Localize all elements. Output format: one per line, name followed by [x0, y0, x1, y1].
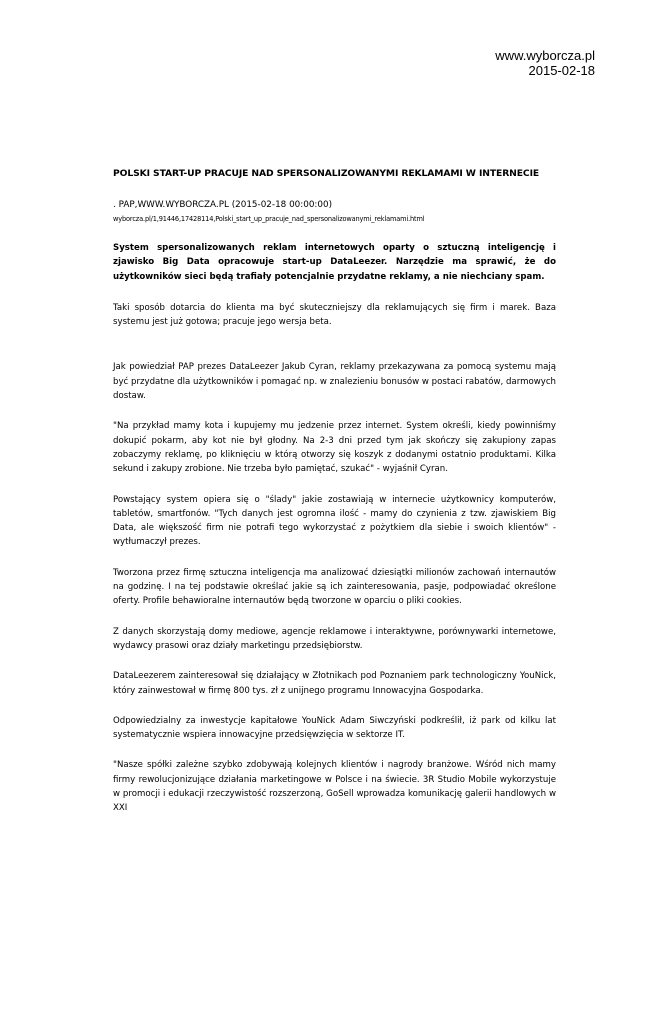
paragraph: Z danych skorzystają domy mediowe, agencje reklamowe i interaktywne, porównywarki internetowe, wydawcy prasowi oraz działy marketingu przedsiębiorstw.: [113, 626, 556, 651]
paragraph: Tworzona przez firmę sztuczna inteligencja ma analizować dziesiątki milionów zachowań internautów na godzinę. I na tej podstawie określać jakie są ich zainteresowania, pasje, podpowiadać określone oferty. Profile behawioralne internautów będą tworzone w oparciu o pliki cookies.: [113, 567, 556, 607]
source-date: 2015-02-18: [528, 63, 595, 78]
paragraph: "Na przykład mamy kota i kupujemy mu jedzenie przez internet. System określi, kiedy powinniśmy dokupić pokarm, aby kot nie był głodny. Na 2-3 dni przed tym jak skończy się zakupiony zapas zobaczymy reklamę, po kliknięciu w którą otworzy się koszyk z dodanymi ostatnio produktami. Kilka sekund i zakupy zrobione. Nie trzeba było pamiętać, szukać" - wyjaśnił Cyran.: [113, 421, 556, 475]
paragraph: Jak powiedział PAP prezes DataLeezer Jakub Cyran, reklamy przekazywana za pomocą systemu mają być przydatne dla użytkowników i pomagać np. w znalezieniu bonusów w postaci rabatów, darmowych dostaw.: [113, 362, 556, 402]
article-meta: . PAP,WWW.WYBORCZA.PL (2015-02-18 00:00:00): [113, 200, 333, 210]
paragraph: DataLeezerem zainteresował się działający w Złotnikach pod Poznaniem park technologiczny YouNick, który zainwestował w firmę 800 tys. zł z unijnego programu Innowacyjna Gospodarka.: [113, 671, 556, 696]
paragraph: "Nasze spółki zależne szybko zdobywają kolejnych klientów i nagrody branżowe. Wśród nich mamy firmy rewolucjonizujące działania marketingowe w Polsce i na świecie. 3R Studio Mobile wykorzystuje w promocji i edukacji rzeczywistość rozszerzoną, GoSell wprowadza komunikację galerii handlowych w XXI: [113, 760, 556, 814]
paragraph: Odpowiedzialny za inwestycje kapitałowe YouNick Adam Siwczyński podkreślił, iż park od kilku lat systematycznie wspiera innowacyjne przedsięwzięcia w sektorze IT.: [113, 715, 556, 741]
paragraph: Taki sposób dotarcia do klienta ma być skuteczniejszy dla reklamujących się firm i marek. Baza systemu jest już gotowa; pracuje jego wersja beta.: [113, 302, 556, 328]
article-title: POLSKI START-UP PRACUJE NAD SPERSONALIZOWANYMI REKLAMAMI W INTERNECIE: [113, 168, 540, 179]
paragraph: Powstający system opiera się o "ślady" jakie zostawiają w internecie użytkownicy komputerów, tabletów, smartfonów. "Tych danych jest ogromna ilość - mamy do czynienia z tzw. zjawiskiem Big Data, ale większość firm nie potrafi tego wykorzystać z pożytkiem dla siebie i swoich klientów" - wytłumaczył prezes.: [113, 494, 556, 548]
source-site: www.wyborcza.pl: [495, 48, 595, 63]
article-url: wyborcza.pl/1,91446,17428114,Polski_start_up_pracuje_nad_spersonalizowanymi_reklamami.html: [113, 215, 425, 223]
article: [113, 168, 556, 832]
source-header: [495, 48, 595, 78]
article-lead: System spersonalizowanych reklam internetowych oparty o sztuczną inteligencję i zjawisko Big Data opracowuje start-up DataLeezer. Narzędzie ma sprawić, że do użytkowników sieci będą trafiały potencjalnie przydatne reklamy, a nie niechciany spam.: [113, 243, 556, 282]
